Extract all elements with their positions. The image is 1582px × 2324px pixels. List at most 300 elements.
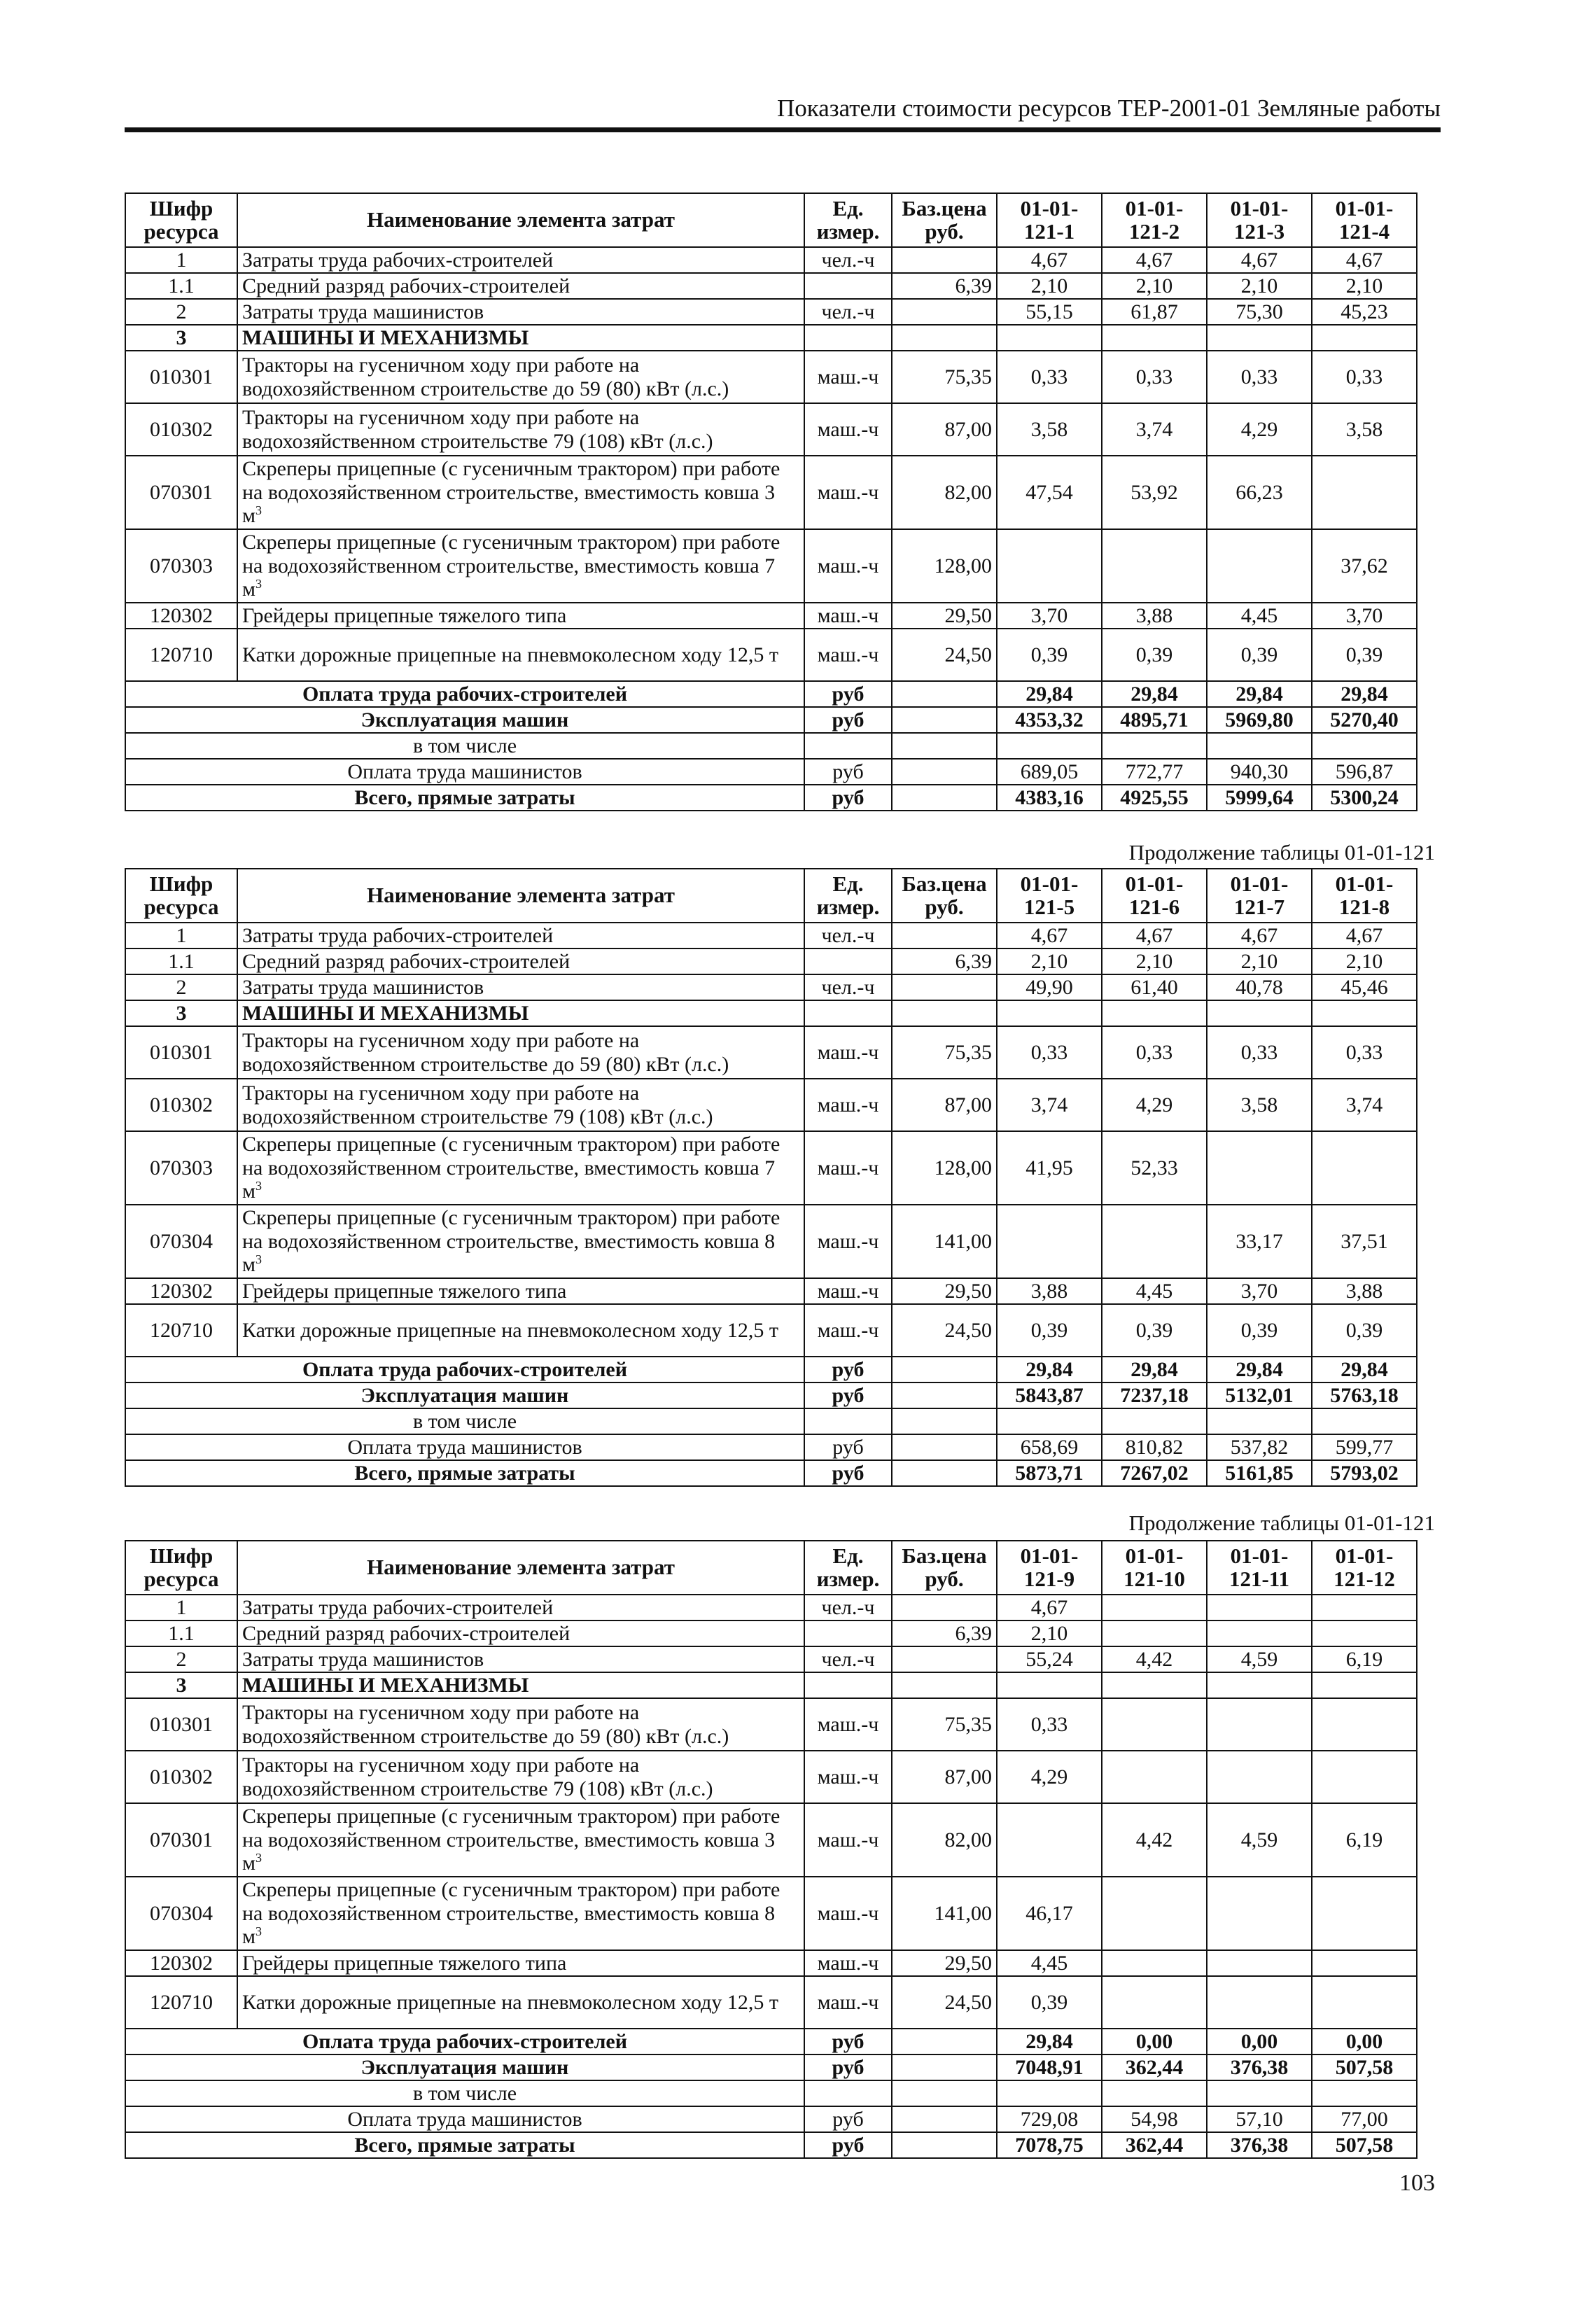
resource-unit: маш.-ч bbox=[804, 1205, 892, 1278]
summary-value: 4353,32 bbox=[997, 707, 1102, 733]
value-cell: 3,74 bbox=[997, 1079, 1102, 1131]
value-cell: 55,15 bbox=[997, 299, 1102, 325]
value-cell: 4,67 bbox=[997, 923, 1102, 948]
value-cell: 0,39 bbox=[997, 629, 1102, 681]
resource-price: 75,35 bbox=[892, 1698, 997, 1751]
summary-value: 507,58 bbox=[1312, 2132, 1417, 2158]
table-row bbox=[125, 403, 1417, 456]
summary-empty-price bbox=[892, 1460, 997, 1486]
resource-price: 141,00 bbox=[892, 1205, 997, 1278]
summary-value: 596,87 bbox=[1312, 759, 1417, 785]
value-cell: 0,39 bbox=[1102, 1304, 1207, 1357]
resource-code: 1 bbox=[125, 1595, 237, 1620]
summary-value: 5969,80 bbox=[1207, 707, 1312, 733]
resource-code: 070301 bbox=[125, 456, 237, 529]
summary-empty-price bbox=[892, 785, 997, 811]
summary-row bbox=[125, 1460, 1417, 1486]
resource-code: 010302 bbox=[125, 1751, 237, 1803]
resource-price bbox=[892, 325, 997, 351]
table-row bbox=[125, 456, 1417, 529]
resource-code: 2 bbox=[125, 1646, 237, 1672]
summary-label: Оплата труда рабочих-строителей bbox=[125, 1357, 804, 1382]
table-row bbox=[125, 273, 1417, 299]
resource-code: 070301 bbox=[125, 1803, 237, 1877]
value-cell: 2,10 bbox=[1102, 948, 1207, 974]
summary-row bbox=[125, 2106, 1417, 2132]
summary-value bbox=[1207, 733, 1312, 759]
value-cell bbox=[997, 529, 1102, 603]
resource-code: 1.1 bbox=[125, 1620, 237, 1646]
summary-unit: руб bbox=[804, 2029, 892, 2054]
table-row bbox=[125, 1026, 1417, 1079]
summary-unit: руб bbox=[804, 1460, 892, 1486]
resource-name: Скреперы прицепные (с гусеничным трактором) при работе на водохозяйственном строительстве, вместимость ковша 7 $м^3$ bbox=[237, 1131, 804, 1205]
resource-unit bbox=[804, 1672, 892, 1698]
summary-unit: руб bbox=[804, 2132, 892, 2158]
value-cell bbox=[1312, 1131, 1417, 1205]
value-cell: 3,58 bbox=[1207, 1079, 1312, 1131]
value-cell: 37,51 bbox=[1312, 1205, 1417, 1278]
summary-value: 5132,01 bbox=[1207, 1382, 1312, 1408]
section-row bbox=[125, 1672, 1417, 1698]
summary-row bbox=[125, 1382, 1417, 1408]
value-cell: 61,87 bbox=[1102, 299, 1207, 325]
summary-label: Оплата труда машинистов bbox=[125, 759, 804, 785]
value-cell bbox=[1207, 1976, 1312, 2029]
summary-unit: руб bbox=[804, 1434, 892, 1460]
resource-price: 82,00 bbox=[892, 1803, 997, 1877]
col-header-price: Баз.цена руб. bbox=[892, 193, 997, 247]
value-cell: 0,33 bbox=[997, 1698, 1102, 1751]
summary-empty-price bbox=[892, 2106, 997, 2132]
value-cell bbox=[1207, 1672, 1312, 1698]
value-cell: 2,10 bbox=[997, 948, 1102, 974]
summary-value: 4383,16 bbox=[997, 785, 1102, 811]
value-cell bbox=[1207, 1698, 1312, 1751]
value-cell: 2,10 bbox=[1312, 948, 1417, 974]
summary-value: 599,77 bbox=[1312, 1434, 1417, 1460]
cubic-superscript: 3 bbox=[255, 1179, 262, 1194]
col-header-code: Шифр ресурса bbox=[125, 193, 237, 247]
resource-price: 75,35 bbox=[892, 351, 997, 403]
value-cell bbox=[1102, 529, 1207, 603]
value-cell bbox=[1207, 1000, 1312, 1026]
col-header-norm-code: 01-01-121-5 bbox=[997, 869, 1102, 923]
summary-value: 5161,85 bbox=[1207, 1460, 1312, 1486]
resource-name: МАШИНЫ И МЕХАНИЗМЫ bbox=[237, 325, 804, 351]
resource-unit: чел.-ч bbox=[804, 1646, 892, 1672]
value-cell: 4,42 bbox=[1102, 1803, 1207, 1877]
value-cell bbox=[1102, 1976, 1207, 2029]
col-header-unit: Ед. измер. bbox=[804, 193, 892, 247]
col-header-name: Наименование элемента затрат bbox=[237, 193, 804, 247]
value-cell: 4,67 bbox=[1207, 247, 1312, 273]
summary-value: 362,44 bbox=[1102, 2054, 1207, 2080]
summary-value: 29,84 bbox=[1102, 681, 1207, 707]
summary-value: 77,00 bbox=[1312, 2106, 1417, 2132]
summary-value: 0,00 bbox=[1102, 2029, 1207, 2054]
resource-code: 070304 bbox=[125, 1877, 237, 1950]
summary-empty-price bbox=[892, 1382, 997, 1408]
summary-value: 772,77 bbox=[1102, 759, 1207, 785]
value-cell: 0,33 bbox=[1102, 1026, 1207, 1079]
summary-value: 376,38 bbox=[1207, 2054, 1312, 2080]
table-row bbox=[125, 603, 1417, 629]
summary-value: 7237,18 bbox=[1102, 1382, 1207, 1408]
summary-label: Оплата труда рабочих-строителей bbox=[125, 681, 804, 707]
resource-unit bbox=[804, 273, 892, 299]
resource-name: МАШИНЫ И МЕХАНИЗМЫ bbox=[237, 1000, 804, 1026]
resource-price: 87,00 bbox=[892, 1751, 997, 1803]
summary-value: 5999,64 bbox=[1207, 785, 1312, 811]
resource-code: 1 bbox=[125, 247, 237, 273]
summary-value: 7048,91 bbox=[997, 2054, 1102, 2080]
value-cell: 75,30 bbox=[1207, 299, 1312, 325]
summary-value: 507,58 bbox=[1312, 2054, 1417, 2080]
value-cell: 0,33 bbox=[1312, 1026, 1417, 1079]
summary-label: в том числе bbox=[125, 2080, 804, 2106]
col-header-norm-code: 01-01-121-3 bbox=[1207, 193, 1312, 247]
value-cell: 4,67 bbox=[997, 1595, 1102, 1620]
summary-value: 5300,24 bbox=[1312, 785, 1417, 811]
resource-price bbox=[892, 247, 997, 273]
value-cell: 41,95 bbox=[997, 1131, 1102, 1205]
summary-value: 7267,02 bbox=[1102, 1460, 1207, 1486]
summary-empty-price bbox=[892, 1357, 997, 1382]
summary-value bbox=[997, 2080, 1102, 2106]
summary-value: 5793,02 bbox=[1312, 1460, 1417, 1486]
resource-price: 29,50 bbox=[892, 1950, 997, 1976]
resource-price: 29,50 bbox=[892, 603, 997, 629]
table-row bbox=[125, 1304, 1417, 1357]
summary-unit: руб bbox=[804, 2054, 892, 2080]
value-cell: 47,54 bbox=[997, 456, 1102, 529]
resource-price: 29,50 bbox=[892, 1278, 997, 1304]
table-row bbox=[125, 351, 1417, 403]
resource-unit: маш.-ч bbox=[804, 1278, 892, 1304]
summary-empty-price bbox=[892, 1408, 997, 1434]
col-header-price: Баз.цена руб. bbox=[892, 1541, 997, 1595]
resource-unit: маш.-ч bbox=[804, 629, 892, 681]
value-cell: 0,33 bbox=[1102, 351, 1207, 403]
resource-name: Скреперы прицепные (с гусеничным трактором) при работе на водохозяйственном строительстве, вместимость ковша 3 $м^3$ bbox=[237, 1803, 804, 1877]
value-cell: 4,42 bbox=[1102, 1646, 1207, 1672]
value-cell: 0,39 bbox=[997, 1976, 1102, 2029]
value-cell: 0,33 bbox=[1312, 351, 1417, 403]
resource-price: 24,50 bbox=[892, 629, 997, 681]
value-cell: 3,74 bbox=[1102, 403, 1207, 456]
summary-row bbox=[125, 785, 1417, 811]
value-cell: 2,10 bbox=[997, 273, 1102, 299]
summary-label: Всего, прямые затраты bbox=[125, 1460, 804, 1486]
resource-price bbox=[892, 923, 997, 948]
value-cell: 4,67 bbox=[1102, 247, 1207, 273]
resource-code: 070304 bbox=[125, 1205, 237, 1278]
resource-unit: маш.-ч bbox=[804, 1751, 892, 1803]
value-cell: 55,24 bbox=[997, 1646, 1102, 1672]
summary-value: 7078,75 bbox=[997, 2132, 1102, 2158]
resource-code: 010302 bbox=[125, 403, 237, 456]
value-cell bbox=[1102, 1595, 1207, 1620]
resource-name: Скреперы прицепные (с гусеничным трактором) при работе на водохозяйственном строительстве, вместимость ковша 8 $м^3$ bbox=[237, 1205, 804, 1278]
resource-code: 120302 bbox=[125, 1278, 237, 1304]
value-cell bbox=[1312, 1877, 1417, 1950]
resource-unit: маш.-ч bbox=[804, 1131, 892, 1205]
value-cell: 0,33 bbox=[997, 351, 1102, 403]
summary-row bbox=[125, 1357, 1417, 1382]
table-row bbox=[125, 1205, 1417, 1278]
table-row bbox=[125, 1079, 1417, 1131]
summary-value bbox=[1312, 1408, 1417, 1434]
resource-name: Затраты труда машинистов bbox=[237, 299, 804, 325]
summary-unit: руб bbox=[804, 1382, 892, 1408]
summary-label: Оплата труда машинистов bbox=[125, 2106, 804, 2132]
value-cell: 0,33 bbox=[1207, 1026, 1312, 1079]
value-cell: 4,45 bbox=[1102, 1278, 1207, 1304]
summary-value bbox=[1102, 2080, 1207, 2106]
value-cell bbox=[997, 1672, 1102, 1698]
resource-code: 3 bbox=[125, 325, 237, 351]
resource-price: 87,00 bbox=[892, 403, 997, 456]
resource-unit: маш.-ч bbox=[804, 1803, 892, 1877]
summary-unit: руб bbox=[804, 759, 892, 785]
value-cell: 0,39 bbox=[1102, 629, 1207, 681]
value-cell: 61,40 bbox=[1102, 974, 1207, 1000]
resource-name: Средний разряд рабочих-строителей bbox=[237, 1620, 804, 1646]
page-header: Показатели стоимости ресурсов ТЕР-2001-01 Земляные работы bbox=[125, 91, 1441, 132]
value-cell: 66,23 bbox=[1207, 456, 1312, 529]
summary-label: Оплата труда рабочих-строителей bbox=[125, 2029, 804, 2054]
resource-unit: маш.-ч bbox=[804, 1698, 892, 1751]
summary-empty-price bbox=[892, 1434, 997, 1460]
resource-name: Грейдеры прицепные тяжелого типа bbox=[237, 603, 804, 629]
resource-name: Скреперы прицепные (с гусеничным трактором) при работе на водохозяйственном строительстве, вместимость ковша 7 $м^3$ bbox=[237, 529, 804, 603]
summary-value: 940,30 bbox=[1207, 759, 1312, 785]
summary-empty-price bbox=[892, 681, 997, 707]
col-header-norm-code: 01-01-121-12 bbox=[1312, 1541, 1417, 1595]
value-cell bbox=[1102, 1950, 1207, 1976]
resource-code: 120302 bbox=[125, 1950, 237, 1976]
cubic-superscript: 3 bbox=[255, 577, 262, 592]
value-cell: 53,92 bbox=[1102, 456, 1207, 529]
summary-value: 362,44 bbox=[1102, 2132, 1207, 2158]
resource-code: 120710 bbox=[125, 1976, 237, 2029]
resource-code: 070303 bbox=[125, 529, 237, 603]
resource-name: Грейдеры прицепные тяжелого типа bbox=[237, 1950, 804, 1976]
resource-code: 1 bbox=[125, 923, 237, 948]
value-cell: 4,45 bbox=[1207, 603, 1312, 629]
summary-value: 29,84 bbox=[1312, 681, 1417, 707]
summary-unit: руб bbox=[804, 1357, 892, 1382]
resource-code: 120710 bbox=[125, 629, 237, 681]
resource-name: Грейдеры прицепные тяжелого типа bbox=[237, 1278, 804, 1304]
resource-unit: чел.-ч bbox=[804, 974, 892, 1000]
resource-code: 3 bbox=[125, 1672, 237, 1698]
value-cell: 4,45 bbox=[997, 1950, 1102, 1976]
summary-unit bbox=[804, 733, 892, 759]
resource-name: Скреперы прицепные (с гусеничным трактором) при работе на водохозяйственном строительстве, вместимость ковша 8 $м^3$ bbox=[237, 1877, 804, 1950]
resource-unit bbox=[804, 1620, 892, 1646]
resource-unit: маш.-ч bbox=[804, 1950, 892, 1976]
resource-price: 6,39 bbox=[892, 948, 997, 974]
summary-row bbox=[125, 2132, 1417, 2158]
table-header-row bbox=[125, 869, 1417, 923]
section-row bbox=[125, 325, 1417, 351]
summary-value: 658,69 bbox=[997, 1434, 1102, 1460]
value-cell bbox=[1312, 1698, 1417, 1751]
summary-row bbox=[125, 1434, 1417, 1460]
summary-empty-price bbox=[892, 733, 997, 759]
value-cell: 4,59 bbox=[1207, 1803, 1312, 1877]
resource-price bbox=[892, 1646, 997, 1672]
resource-name: Тракторы на гусеничном ходу при работе на водохозяйственном строительстве до 59 (80) кВт (л.с.) bbox=[237, 1026, 804, 1079]
summary-label: Всего, прямые затраты bbox=[125, 2132, 804, 2158]
value-cell: 49,90 bbox=[997, 974, 1102, 1000]
table-row bbox=[125, 1950, 1417, 1976]
table-row bbox=[125, 1646, 1417, 1672]
resource-price bbox=[892, 974, 997, 1000]
summary-value: 0,00 bbox=[1312, 2029, 1417, 2054]
resource-name: Катки дорожные прицепные на пневмоколесном ходу 12,5 т bbox=[237, 1304, 804, 1357]
summary-value: 29,84 bbox=[1102, 1357, 1207, 1382]
value-cell: 2,10 bbox=[1207, 948, 1312, 974]
col-header-unit: Ед. измер. bbox=[804, 1541, 892, 1595]
resource-name: Тракторы на гусеничном ходу при работе на водохозяйственном строительстве до 59 (80) кВт (л.с.) bbox=[237, 1698, 804, 1751]
value-cell: 52,33 bbox=[1102, 1131, 1207, 1205]
value-cell: 46,17 bbox=[997, 1877, 1102, 1950]
resource-name: Тракторы на гусеничном ходу при работе на водохозяйственном строительстве 79 (108) кВт (л.с.) bbox=[237, 1751, 804, 1803]
resource-price: 128,00 bbox=[892, 1131, 997, 1205]
resource-unit: чел.-ч bbox=[804, 923, 892, 948]
resource-unit: маш.-ч bbox=[804, 529, 892, 603]
summary-value bbox=[1102, 733, 1207, 759]
resource-code: 3 bbox=[125, 1000, 237, 1026]
resource-name: Тракторы на гусеничном ходу при работе на водохозяйственном строительстве 79 (108) кВт (л.с.) bbox=[237, 403, 804, 456]
cubic-superscript: 3 bbox=[255, 1252, 262, 1267]
value-cell: 4,29 bbox=[1207, 403, 1312, 456]
summary-value: 29,84 bbox=[997, 681, 1102, 707]
value-cell: 33,17 bbox=[1207, 1205, 1312, 1278]
col-header-code: Шифр ресурса bbox=[125, 1541, 237, 1595]
resource-name: Затраты труда рабочих-строителей bbox=[237, 247, 804, 273]
value-cell: 3,58 bbox=[997, 403, 1102, 456]
value-cell bbox=[1312, 1976, 1417, 2029]
value-cell: 2,10 bbox=[1207, 273, 1312, 299]
summary-value bbox=[1207, 1408, 1312, 1434]
table-row bbox=[125, 1620, 1417, 1646]
summary-empty-price bbox=[892, 2029, 997, 2054]
value-cell bbox=[1312, 1000, 1417, 1026]
value-cell bbox=[1312, 1620, 1417, 1646]
resource-name: Затраты труда машинистов bbox=[237, 974, 804, 1000]
col-header-norm-code: 01-01-121-7 bbox=[1207, 869, 1312, 923]
resource-unit: маш.-ч bbox=[804, 456, 892, 529]
resource-unit bbox=[804, 1000, 892, 1026]
resource-unit: чел.-ч bbox=[804, 1595, 892, 1620]
summary-value: 29,84 bbox=[1207, 681, 1312, 707]
value-cell bbox=[997, 1803, 1102, 1877]
summary-empty-price bbox=[892, 707, 997, 733]
resource-code: 010301 bbox=[125, 351, 237, 403]
summary-label: Всего, прямые затраты bbox=[125, 785, 804, 811]
summary-value: 29,84 bbox=[1207, 1357, 1312, 1382]
resource-price: 75,35 bbox=[892, 1026, 997, 1079]
value-cell bbox=[997, 325, 1102, 351]
value-cell: 40,78 bbox=[1207, 974, 1312, 1000]
value-cell bbox=[1312, 1950, 1417, 1976]
value-cell: 3,88 bbox=[997, 1278, 1102, 1304]
summary-value bbox=[1312, 2080, 1417, 2106]
resource-price: 141,00 bbox=[892, 1877, 997, 1950]
summary-label: Эксплуатация машин bbox=[125, 1382, 804, 1408]
resource-unit: маш.-ч bbox=[804, 1976, 892, 2029]
resource-unit: маш.-ч bbox=[804, 603, 892, 629]
summary-unit: руб bbox=[804, 681, 892, 707]
value-cell: 0,33 bbox=[1207, 351, 1312, 403]
value-cell: 3,70 bbox=[997, 603, 1102, 629]
resource-code: 2 bbox=[125, 299, 237, 325]
col-header-norm-code: 01-01-121-4 bbox=[1312, 193, 1417, 247]
value-cell: 3,74 bbox=[1312, 1079, 1417, 1131]
summary-empty-price bbox=[892, 759, 997, 785]
table-row bbox=[125, 1751, 1417, 1803]
value-cell: 3,70 bbox=[1312, 603, 1417, 629]
table-row bbox=[125, 948, 1417, 974]
resource-name: Затраты труда машинистов bbox=[237, 1646, 804, 1672]
summary-value bbox=[997, 733, 1102, 759]
summary-label: в том числе bbox=[125, 1408, 804, 1434]
resource-unit: маш.-ч bbox=[804, 1304, 892, 1357]
resource-price: 6,39 bbox=[892, 273, 997, 299]
col-header-norm-code: 01-01-121-6 bbox=[1102, 869, 1207, 923]
summary-row bbox=[125, 1408, 1417, 1434]
resource-unit: чел.-ч bbox=[804, 299, 892, 325]
resource-price: 87,00 bbox=[892, 1079, 997, 1131]
summary-value: 689,05 bbox=[997, 759, 1102, 785]
table-row bbox=[125, 1595, 1417, 1620]
resource-name: Катки дорожные прицепные на пневмоколесном ходу 12,5 т bbox=[237, 629, 804, 681]
resource-name: Средний разряд рабочих-строителей bbox=[237, 948, 804, 974]
cubic-superscript: 3 bbox=[255, 1851, 262, 1865]
resource-unit: маш.-ч bbox=[804, 1877, 892, 1950]
summary-value: 376,38 bbox=[1207, 2132, 1312, 2158]
col-header-name: Наименование элемента затрат bbox=[237, 869, 804, 923]
resource-price bbox=[892, 299, 997, 325]
resource-name: Тракторы на гусеничном ходу при работе на водохозяйственном строительстве 79 (108) кВт (л.с.) bbox=[237, 1079, 804, 1131]
summary-value bbox=[1312, 733, 1417, 759]
table-row bbox=[125, 1803, 1417, 1877]
value-cell: 4,29 bbox=[1102, 1079, 1207, 1131]
summary-label: Эксплуатация машин bbox=[125, 707, 804, 733]
value-cell: 4,67 bbox=[997, 247, 1102, 273]
summary-value: 0,00 bbox=[1207, 2029, 1312, 2054]
value-cell: 2,10 bbox=[1102, 273, 1207, 299]
value-cell: 2,10 bbox=[1312, 273, 1417, 299]
value-cell: 37,62 bbox=[1312, 529, 1417, 603]
resource-price: 6,39 bbox=[892, 1620, 997, 1646]
value-cell bbox=[1207, 529, 1312, 603]
value-cell: 45,46 bbox=[1312, 974, 1417, 1000]
value-cell: 3,58 bbox=[1312, 403, 1417, 456]
resource-price bbox=[892, 1000, 997, 1026]
summary-unit bbox=[804, 1408, 892, 1434]
summary-value: 29,84 bbox=[997, 2029, 1102, 2054]
col-header-norm-code: 01-01-121-8 bbox=[1312, 869, 1417, 923]
value-cell: 0,39 bbox=[1312, 1304, 1417, 1357]
value-cell bbox=[1102, 1620, 1207, 1646]
resource-unit: маш.-ч bbox=[804, 1026, 892, 1079]
summary-value: 29,84 bbox=[997, 1357, 1102, 1382]
